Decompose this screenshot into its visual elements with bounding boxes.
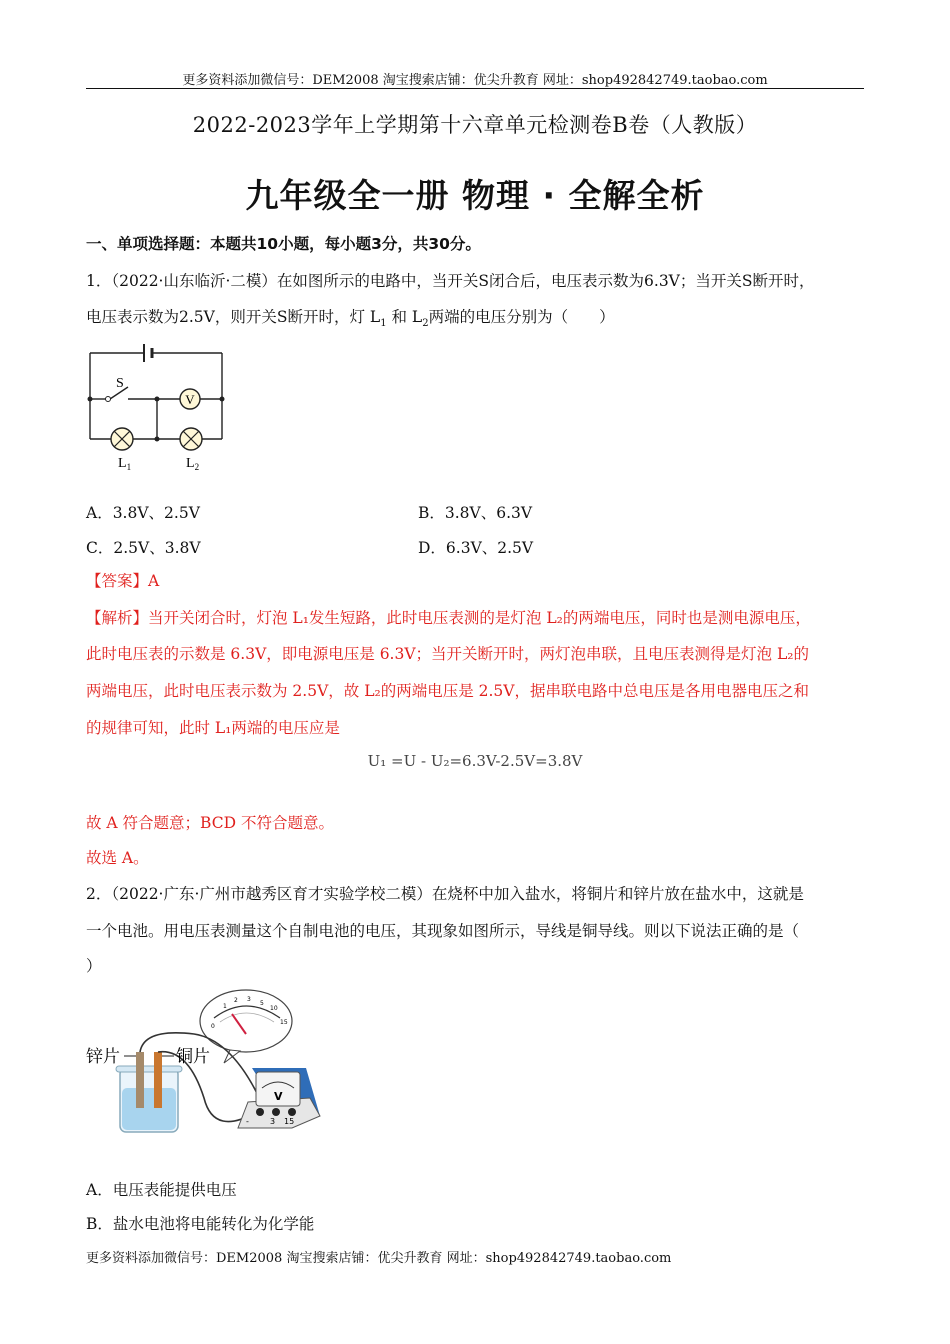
svg-text:V: V: [274, 1090, 283, 1103]
q1-option-c: C．2.5V、3.8V: [86, 539, 201, 557]
meter-dial-callout: [200, 990, 292, 1063]
zinc-label: 锌片: [86, 1047, 120, 1067]
q1-analysis-line3: 两端电压，此时电压表示数为 2.5V，故 L₂的两端电压是 2.5V，据串联电路中总电压是各用电器电压之和: [86, 682, 809, 700]
exam-subtitle: 九年级全一册 物理 · 全解全析: [245, 176, 705, 215]
copper-label: 铜片: [176, 1047, 210, 1067]
q1-option-a: A．3.8V、2.5V: [86, 504, 200, 522]
q2-stem-line1: 2．（2022·广东·广州市越秀区育才实验学校二模）在烧杯中加入盐水，将铜片和锌片放在盐水中，这就是: [86, 885, 804, 903]
q2-option-b: B．盐水电池将电能转化为化学能: [86, 1215, 315, 1233]
q1-analysis-line1: 【解析】当开关闭合时，灯泡 L₁发生短路，此时电压表测的是灯泡 L₂的两端电压，同时也是测电源电压，: [86, 609, 811, 627]
section-heading: 一、单项选择题：本题共10小题，每小题3分，共30分。: [86, 235, 481, 253]
q1-option-d: D．6.3V、2.5V: [418, 539, 534, 557]
svg-text:L2: $L_2$: [186, 456, 200, 472]
q1-choice: 故选 A。: [86, 849, 149, 867]
lamp-l1: [111, 428, 133, 450]
svg-text:S: S: [116, 376, 124, 391]
svg-text:2: 2: [234, 997, 238, 1004]
q1-stem-line2: 电压表示数为2.5V，则开关S断开时，灯 $L_1$ 和 $L_2$两端的电压分别为（ ）: [86, 308, 615, 330]
svg-text:15: 15: [284, 1117, 295, 1126]
q1-conclusion: 故 A 符合题意；BCD 不符合题意。: [86, 814, 334, 832]
svg-text:5: 5: [260, 1000, 264, 1007]
q1-stem-line1: 1．（2022·山东临沂·二模）在如图所示的电路中，当开关S闭合后，电压表示数为6.3V；当开关S断开时，: [86, 272, 815, 290]
copper-plate: [154, 1052, 162, 1108]
svg-text:3: 3: [270, 1117, 276, 1126]
q1-analysis-line4: 的规律可知，此时 L₁两端的电压应是: [86, 719, 340, 737]
beaker: [116, 1066, 182, 1132]
svg-text:-: -: [246, 1117, 249, 1126]
q2-option-a: A．电压表能提供电压: [86, 1181, 237, 1199]
header-divider: [86, 88, 864, 89]
q2-stem-line2: 一个电池。用电压表测量这个自制电池的电压，其现象如图所示，导线是铜导线。则以下说法正确的是（: [86, 922, 800, 940]
salt-water-battery-figure: [84, 988, 324, 1148]
svg-text:0: 0: [211, 1023, 215, 1030]
q1-answer: 【答案】A: [86, 572, 160, 590]
svg-text:1: 1: [223, 1003, 227, 1010]
svg-text:L1: $L_1$: [118, 456, 132, 472]
page-header: 更多资料添加微信号：DEM2008 淘宝搜索店铺：优尖升教育 网址：shop492842749.taobao.com: [182, 73, 768, 88]
zinc-plate: [136, 1052, 144, 1108]
q1-analysis-line2: 此时电压表的示数是 6.3V，即电源电压是 6.3V；当开关断开时，两灯泡串联，且电压表测得是灯泡 L₂的: [86, 645, 809, 663]
svg-text:10: 10: [270, 1005, 278, 1012]
page-footer: 更多资料添加微信号：DEM2008 淘宝搜索店铺：优尖升教育 网址：shop492842749.taobao.com: [86, 1251, 672, 1266]
lamp-l2: [180, 428, 202, 450]
svg-text:V: V: [185, 392, 195, 407]
circuit-diagram: [82, 338, 232, 478]
switch-pivot: [106, 397, 111, 402]
q1-option-b: B．3.8V、6.3V: [418, 504, 533, 522]
q2-stem-line3: ）: [86, 957, 102, 975]
voltmeter-device: [238, 1068, 320, 1128]
q1-equation: U₁ =U - U₂=6.3V-2.5V=3.8V: [367, 752, 583, 770]
svg-text:15: 15: [280, 1019, 288, 1026]
svg-text:3: 3: [247, 996, 251, 1003]
exam-title: 2022-2023学年上学期第十六章单元检测卷B卷（人教版）: [192, 113, 758, 137]
